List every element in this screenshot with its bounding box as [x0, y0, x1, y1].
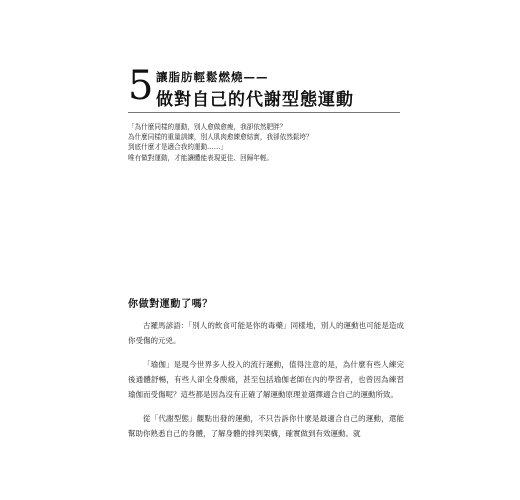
body-paragraph: 古羅馬諺語：「別人的飲食可能是你的毒藥」同樣地，別人的運動也可能是造成你受傷的元兇。 — [128, 321, 404, 345]
body-paragraph: 從「代謝型態」觀點出發的運動，不只告訴你什麼是最適合自己的運動，還能幫助你熟悉自己的身體，了解身體的排列架構，確實做到有效運動。就 — [128, 414, 404, 438]
body-paragraph: 「瑜伽」是現今世界多人投入的流行運動，值得注意的是，為什麼有些人練完後通體舒暢，有些人卻全身酸痛，甚至包括瑜伽老師在內的學習者，也曾因為練習瑜伽而受傷呢？這些都是因為沒有正確了解運動原理並選擇適合自己的運動所致。 — [128, 360, 404, 399]
intro-line: 為什麼同樣的重量訓練，別人肌肉愈練愈結實，我卻依然鬆垮？ — [128, 133, 313, 142]
header-divider — [128, 112, 400, 113]
chapter-subtitle: 讓脂肪輕鬆燃燒—— — [156, 70, 269, 84]
intro-line: 唯有做對運動，才能讓體能表現更佳、回歸年輕。 — [128, 153, 274, 162]
chapter-number: 5 — [128, 63, 154, 109]
intro-line: 「為什麼同樣的運動，別人愈做愈瘦，我卻依然肥胖？ — [128, 123, 287, 131]
section-body — [128, 318, 404, 450]
intro-line: 到底什麼才是適合我的運動……」 — [128, 143, 227, 152]
section-title: 你做對運動了嗎？ — [128, 299, 213, 310]
chapter-header — [128, 64, 398, 110]
chapter-title: 做對自己的代謝型態運動 — [156, 90, 354, 110]
chapter-intro — [128, 122, 408, 163]
